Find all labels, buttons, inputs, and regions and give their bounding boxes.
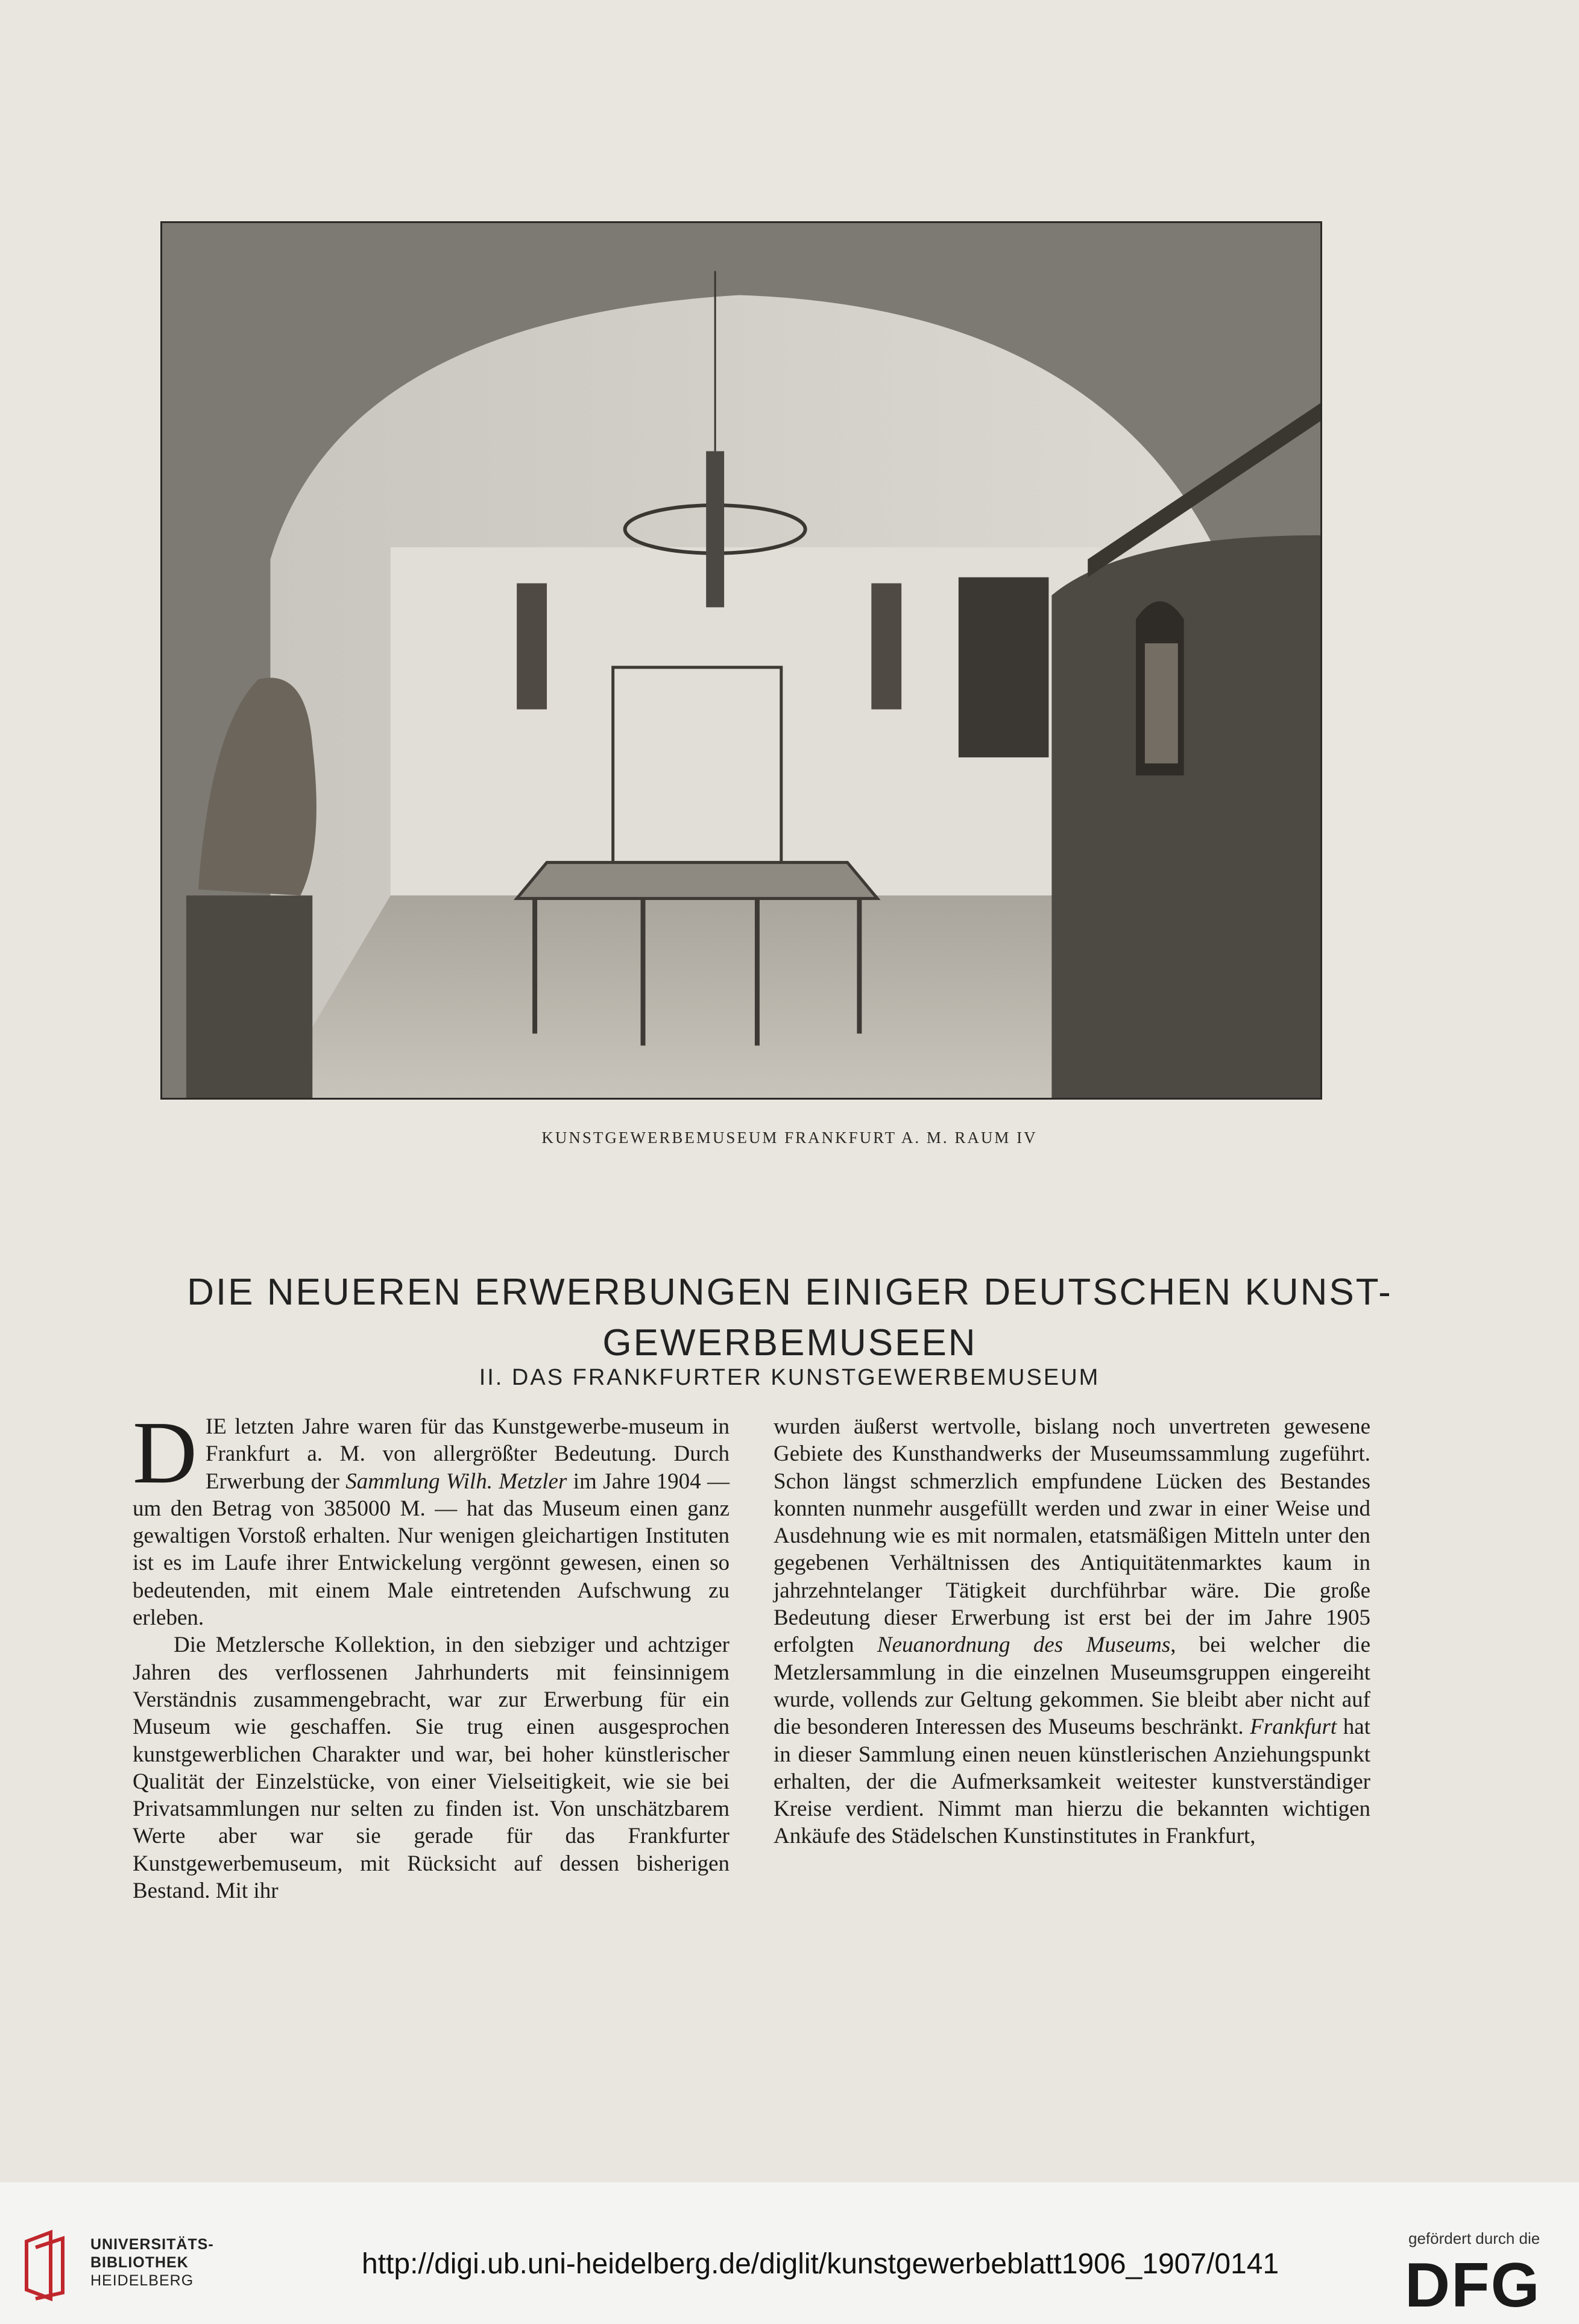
paragraph: Die Metzlersche Kollektion, in den siebziger und achtziger Jahren des verflossenen Jahrhunderts mit feinsinnigem Verständnis zusammengebracht, war zur Erwerbung für ein Museum wie geschaffen. Sie trug einen ausgesprochen kunstgewerblichen Charakter und war, bei hoher künstlerischer Qualität der Einzelstücke, von einer Vielseitigkeit, wie sie bei Privatsammlungen nur selten zu finden ist. Von unschätzbarem Werte aber war sie gerade für das Frankfurter Kunstgewerbemuseum, mit Rücksicht auf dessen bisherigen Bestand. Mit ihr xyxy=(133,1633,730,1904)
text-run: im Jahre 1904 — um den Betrag von 385000 M. — hat das Museum einen ganz gewaltigen Vorstoß erhalten. Nur wenigen gleichartigen Instituten ist es im Laufe ihrer Entwickelung vergönnt gewesen, einen so bedeutenden, mit einem Male eintretenden Aufschwung zu erleben. xyxy=(133,1469,730,1631)
footer-bar xyxy=(0,2182,1579,2324)
photograph-illustration xyxy=(162,223,1320,1098)
university-library-logo-icon xyxy=(20,2229,75,2302)
text-run: wurden äußerst wertvolle, bislang noch unvertreten gewesene Gebiete des Kunsthandwerks der Museumssammlung zugeführt. Schon längst schmerzlich empfundene Lücken des Bestandes konnten nunmehr ausgefüllt werden und zwar in einer Weise und Ausdehnung wie es mit normalen, etatsmäßigen Mitteln unter den gegebenen Verhältnissen des Antiquitätenmarktes kaum in jahrzehntelanger Tätigkeit durchführbar wäre. Die große Bedeutung dieser Erwerbung ist erst bei der im Jahre 1905 erfolgten xyxy=(774,1414,1370,1658)
text-column-left xyxy=(133,1403,730,1904)
funded-by-label: gefördert durch die xyxy=(1408,2229,1540,2247)
paragraph xyxy=(774,1413,1370,1850)
article-subtitle: II. DAS FRANKFURTER KUNSTGEWERBEMUSEUM xyxy=(479,1365,1100,1390)
text-run: IE letzten Jahre waren für das Kunstgewerbe-museum in Frankfurt a. M. von allergrößter Bedeutung. Durch Erwerbung der xyxy=(205,1414,730,1494)
title-line-1: DIE NEUEREN ERWERBUNGEN EINIGER DEUTSCHEN KUNST- xyxy=(187,1271,1393,1313)
library-line: UNIVERSITÄTS- xyxy=(90,2236,214,2253)
text-run: hat in dieser Sammlung einen neuen künstlerischen Anziehungspunkt erhalten, der die Aufmerksamkeit weitester kunstverständiger Kreise verdient. Nimmt man hierzu die bekannten wichtigen Ankäufe des Städelschen Kunstinstitutes in Frankfurt, xyxy=(774,1715,1370,1849)
photo-caption: KUNSTGEWERBEMUSEUM FRANKFURT A. M. RAUM IV xyxy=(541,1129,1038,1147)
title-line-2: GEWERBEMUSEEN xyxy=(602,1321,977,1364)
museum-room-photograph xyxy=(160,221,1322,1100)
library-line: BIBLIOTHEK xyxy=(90,2254,189,2271)
permalink-url[interactable]: http://digi.ub.uni-heidelberg.de/diglit/kunstgewerbeblatt1906_1907/0141 xyxy=(362,2248,1279,2280)
library-line: HEIDELBERG xyxy=(90,2272,194,2289)
text-column-right xyxy=(774,1413,1370,1850)
emphasis: Sammlung Wilh. Metzler xyxy=(345,1469,567,1494)
library-name xyxy=(90,2235,214,2290)
dfg-logo: DFG xyxy=(1405,2250,1541,2320)
article-title xyxy=(121,1267,1459,1368)
text-run: , bei welcher die Metzlersammlung in die einzelnen Museumsgruppen eingereiht wurde, vollends zur Geltung gekommen. Sie bleibt aber nicht auf die besonderen Interessen des Museums beschränkt. xyxy=(774,1633,1371,1740)
emphasis: Frankfurt xyxy=(1250,1715,1337,1740)
drop-cap: D xyxy=(133,1403,197,1502)
emphasis: Neuanordnung des Museums xyxy=(877,1633,1171,1658)
paragraph xyxy=(133,1403,730,1631)
